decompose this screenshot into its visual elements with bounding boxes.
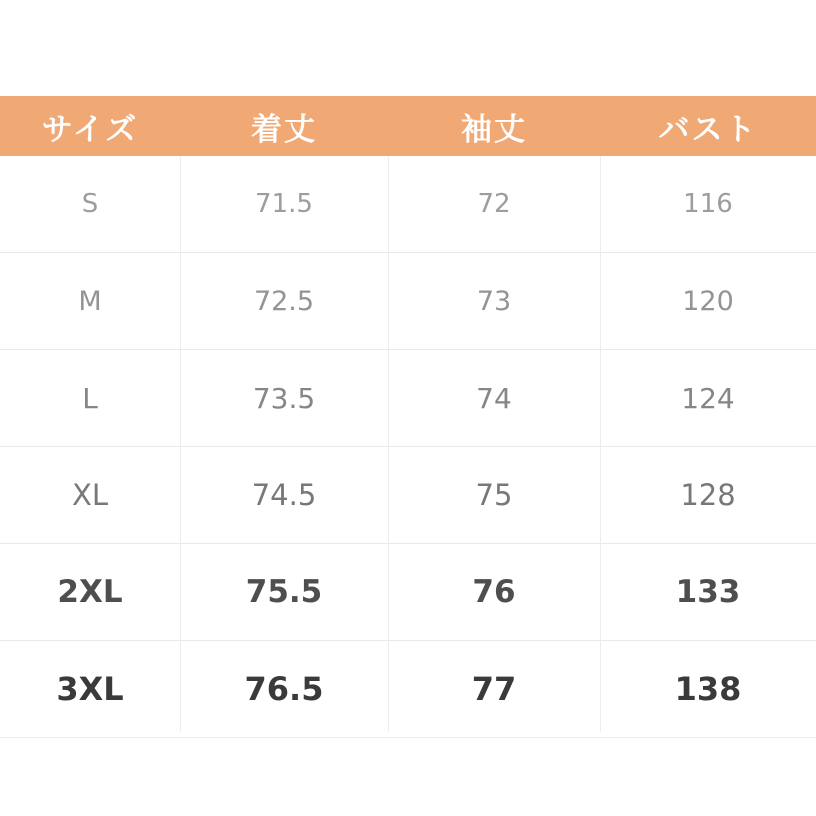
cell-size: M (0, 253, 180, 350)
cell-bust: 133 (600, 544, 816, 641)
cell-bust: 124 (600, 350, 816, 447)
cell-length: 75.5 (180, 544, 388, 641)
cell-length: 71.5 (180, 156, 388, 253)
cell-size: 2XL (0, 544, 180, 641)
cell-sleeve: 73 (388, 253, 600, 350)
column-divider (388, 156, 389, 732)
cell-size: L (0, 350, 180, 447)
cell-length: 72.5 (180, 253, 388, 350)
table-row (0, 641, 816, 738)
size-chart-table (0, 96, 816, 738)
cell-length: 74.5 (180, 447, 388, 544)
column-header-sleeve: 袖丈 (388, 96, 600, 156)
table-row (0, 447, 816, 544)
table-row (0, 350, 816, 447)
table-row (0, 156, 816, 253)
cell-size: S (0, 156, 180, 253)
cell-bust: 138 (600, 641, 816, 738)
table-row (0, 544, 816, 641)
cell-bust: 120 (600, 253, 816, 350)
cell-sleeve: 72 (388, 156, 600, 253)
table-body (0, 156, 816, 738)
column-divider (600, 156, 601, 732)
column-divider (180, 156, 181, 732)
cell-length: 76.5 (180, 641, 388, 738)
cell-length: 73.5 (180, 350, 388, 447)
column-header-bust: バスト (600, 96, 816, 156)
cell-size: 3XL (0, 641, 180, 738)
cell-bust: 128 (600, 447, 816, 544)
cell-size: XL (0, 447, 180, 544)
cell-sleeve: 77 (388, 641, 600, 738)
column-header-length: 着丈 (180, 96, 388, 156)
table-header (0, 96, 816, 156)
cell-sleeve: 76 (388, 544, 600, 641)
table-header-row (0, 96, 816, 156)
cell-sleeve: 74 (388, 350, 600, 447)
table-row (0, 253, 816, 350)
column-header-size: サイズ (0, 96, 180, 156)
cell-bust: 116 (600, 156, 816, 253)
cell-sleeve: 75 (388, 447, 600, 544)
